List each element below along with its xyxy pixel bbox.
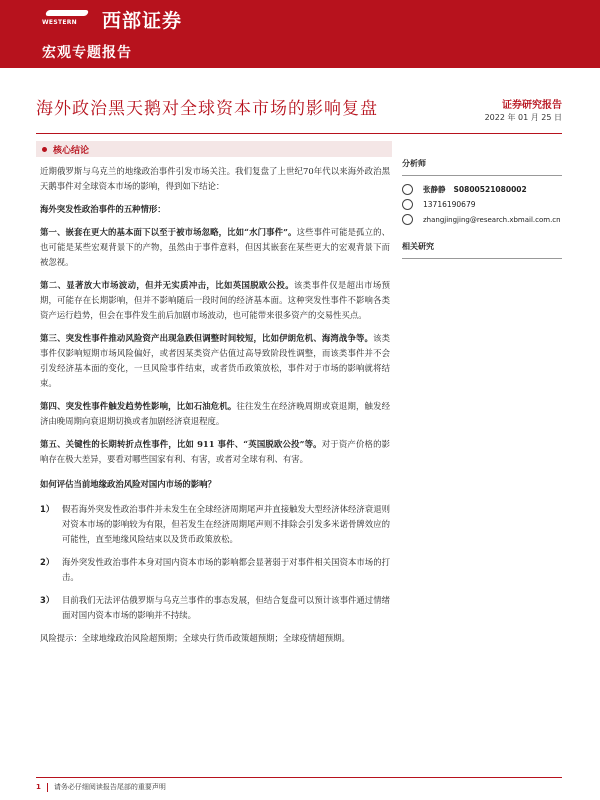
answer-list bbox=[40, 502, 390, 623]
case-paragraph: 第三、突发性事件推动风险资产出现急跌但调整时间较短，比如伊朗危机、海湾战争等。该类事件仅影响短期市场风险偏好，或者因某类资产估值过高导致阶段性调整，而该类事件并不会引发经济基本面的变化，一旦风险事件结束，或者货币政策放松，事件对于市场的影响就将结束。 bbox=[40, 333, 391, 388]
footer-divider bbox=[36, 777, 562, 778]
question-heading: 如何评估当前地缘政治风险对国内市场的影响？ bbox=[40, 479, 216, 489]
report-category: 证券研究报告 bbox=[502, 100, 562, 111]
list-item: 2） 海外突发性政治事件本身对国内资本市场的影响都会显著弱于对事件相关国资本市场的打击。 bbox=[40, 557, 390, 582]
analyst-code: S0800521080002 bbox=[453, 185, 527, 194]
bullet-icon bbox=[42, 147, 47, 152]
section-header bbox=[36, 141, 392, 157]
company-logo bbox=[42, 6, 182, 32]
analyst-email[interactable]: zhangjingjing@research.xbmail.com.cn bbox=[423, 215, 561, 224]
sidebar bbox=[402, 158, 562, 265]
case-paragraph: 第二、显著放大市场波动，但并无实质冲击，比如英国脱欧公投。该类事件仅是超出市场预期，可能存在长期影响，但并不影响随后一段时间的经济基本面。这种突发性事件不影响各类资产运行趋势，但会在事件发生前后加剧市场波动，也可能带来很多资产的交易性买点。 bbox=[40, 280, 391, 320]
logo-text: 西部证券 bbox=[102, 9, 183, 32]
footer bbox=[36, 782, 166, 792]
email-row[interactable] bbox=[402, 212, 562, 227]
page-title: 海外政治黑天鹅对全球资本市场的影响复盘 bbox=[36, 99, 378, 119]
email-icon bbox=[402, 214, 413, 225]
report-type: 宏观专题报告 bbox=[42, 45, 132, 61]
case-paragraph: 第四、突发性事件触发趋势性影响，比如石油危机。往往发生在经济晚周期或衰退期，触发经济由晚周期向衰退期切换或者加剧经济衰退程度。 bbox=[40, 401, 391, 426]
case-paragraph: 第五、关键性的长期转折点性事件，比如 911 事件、“英国脱欧公投”等。对于资产价格的影响存在极大差异，要看对哪些国家有利、有害，或者对全球有利、有害。 bbox=[40, 439, 391, 464]
sidebar-divider bbox=[402, 258, 562, 259]
analyst-name: 张静静 bbox=[423, 185, 446, 194]
phone-row bbox=[402, 197, 562, 212]
risk-note: 风险提示：全球地缘政治风险超预期；全球央行货币政策超预期；全球疫情超预期。 bbox=[40, 633, 350, 643]
case-paragraph: 第一、嵌套在更大的基本面下以至于被市场忽略，比如“水门事件”。这些事件可能是孤立的、也可能是某些宏观背景下的产物，虽然由于事件意料，但因其嵌套在某些更大的宏观背景下而被忽视。 bbox=[40, 227, 390, 267]
user-icon bbox=[402, 184, 413, 195]
disclaimer-note: 请务必仔细阅读报告尾部的重要声明 bbox=[53, 783, 166, 791]
related-label: 相关研究 bbox=[402, 241, 434, 251]
header-band bbox=[0, 0, 600, 68]
section-title: 核心结论 bbox=[53, 145, 90, 156]
analyst-row bbox=[402, 182, 562, 197]
title-divider bbox=[36, 133, 562, 134]
logo-mark-icon: WESTERN bbox=[42, 8, 96, 30]
analyst-label: 分析师 bbox=[402, 158, 426, 168]
cases-heading: 海外突发性政治事件的五种情形： bbox=[40, 204, 166, 214]
list-item: 3） 目前我们无法评估俄罗斯与乌克兰事件的事态发展，但结合复盘可以预计该事件通过情绪面对国内资本市场的影响并不持续。 bbox=[40, 595, 390, 620]
intro-paragraph: 近期俄罗斯与乌克兰的地缘政治事件引发市场关注。我们复盘了上世纪70年代以来海外政治黑天鹅事件对全球资本市场的影响，得到如下结论： bbox=[40, 166, 390, 191]
phone-icon bbox=[402, 199, 413, 210]
list-item: 1） 假若海外突发性政治事件并未发生在全球经济周期尾声并直接触发大型经济体经济衰退则对资本市场的影响较为有限，但若发生在经济周期尾声则不排除会引发多米诺骨牌效应的可能性，直至地缘风险结束以及货币政策放松。 bbox=[40, 504, 390, 544]
footer-separator bbox=[47, 783, 48, 792]
main-body bbox=[40, 164, 390, 654]
report-date: 2022 年 01 月 25 日 bbox=[484, 113, 562, 122]
analyst-phone: 13716190679 bbox=[423, 200, 476, 209]
sidebar-divider bbox=[402, 175, 562, 176]
page-number: 1 bbox=[36, 783, 41, 791]
